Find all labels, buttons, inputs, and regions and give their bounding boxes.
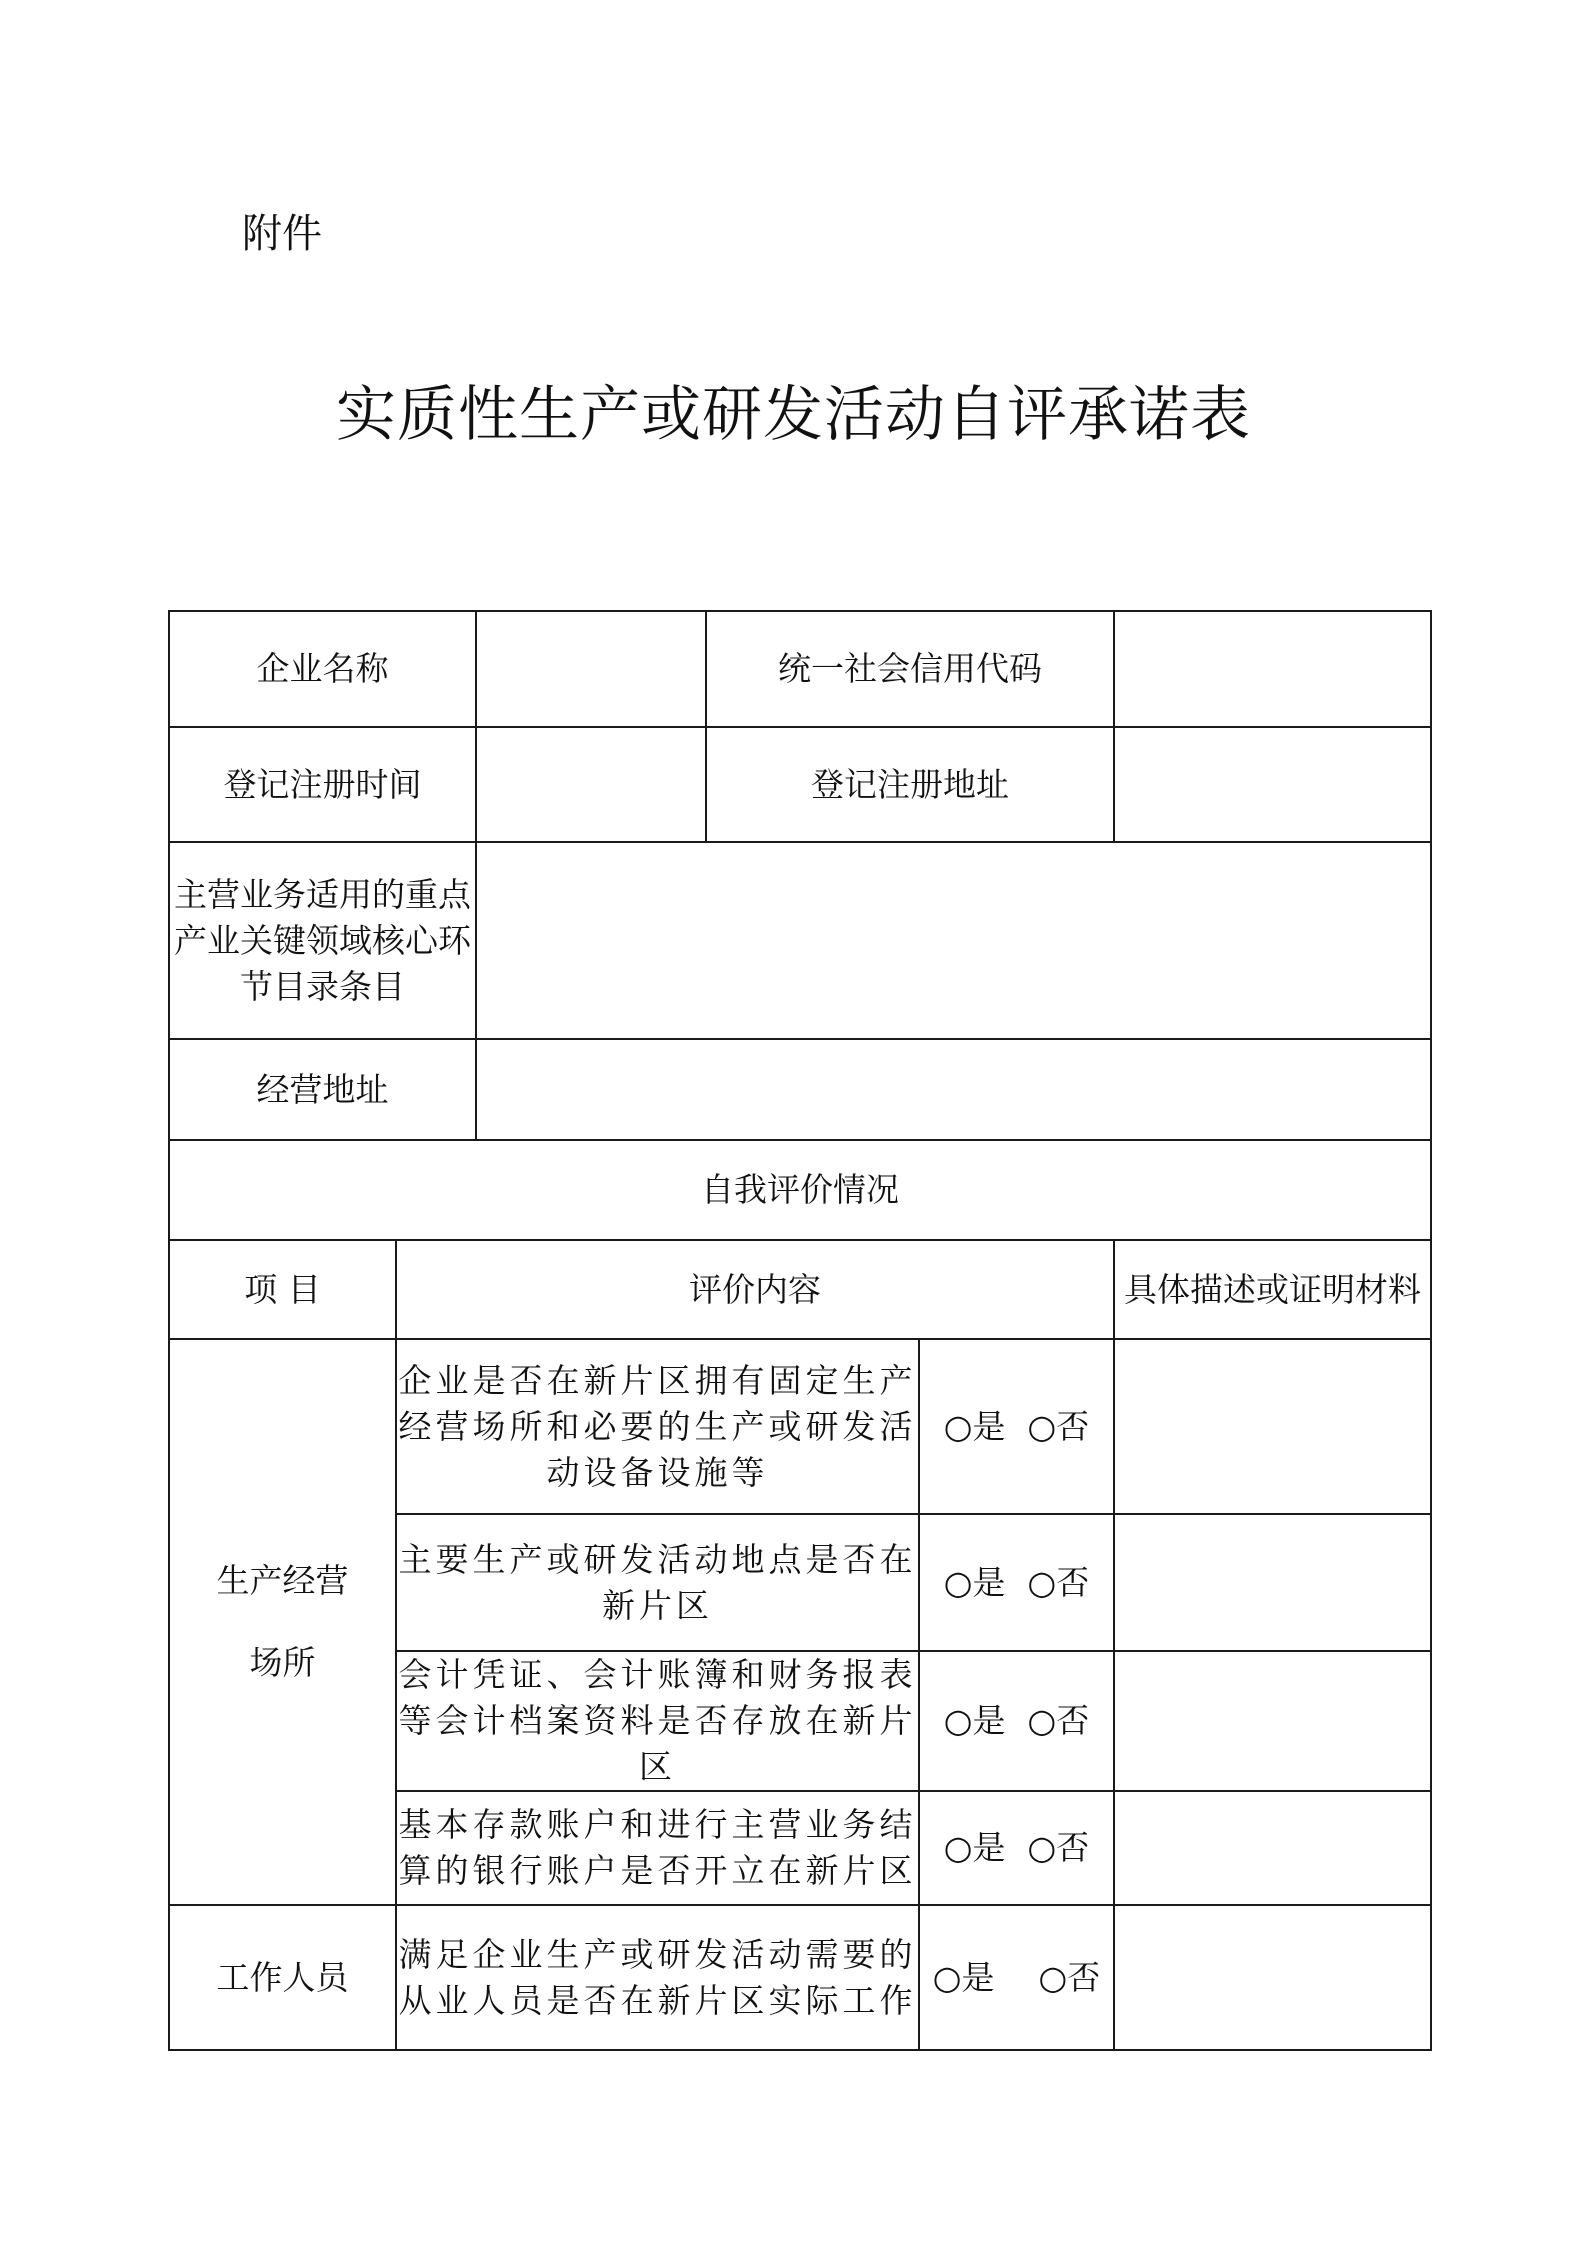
catalog-field[interactable] xyxy=(476,842,1431,1039)
group-name-premises xyxy=(169,1339,396,1905)
yes-no-choice xyxy=(919,1905,1114,2050)
reg-time-field[interactable] xyxy=(476,727,706,842)
form-row-catalog xyxy=(169,842,1431,1039)
yes-no-choice xyxy=(919,1339,1114,1514)
form-row-biz-address xyxy=(169,1039,1431,1140)
evidence-field[interactable] xyxy=(1114,1339,1431,1514)
reg-address-label: 登记注册地址 xyxy=(706,727,1114,842)
evidence-field[interactable] xyxy=(1114,1905,1431,2050)
group-name-line: 生产经营 xyxy=(216,1561,349,1600)
company-name-field[interactable] xyxy=(476,611,706,727)
catalog-label: 主营业务适用的重点产业关键领域核心环节目录条目 xyxy=(169,842,476,1039)
yes-no-choice xyxy=(919,1514,1114,1651)
company-name-label: 企业名称 xyxy=(169,611,476,727)
group-name-line: 场所 xyxy=(249,1643,316,1682)
form-row-registration xyxy=(169,727,1431,842)
yes-no-choice xyxy=(919,1791,1114,1905)
evidence-field[interactable] xyxy=(1114,1651,1431,1791)
group-name-staff: 工作人员 xyxy=(169,1905,396,2050)
no-option[interactable]: ○否 xyxy=(1038,1957,1101,1997)
biz-address-label: 经营地址 xyxy=(169,1039,476,1140)
column-header-row xyxy=(169,1240,1431,1339)
yes-option[interactable]: ○是 xyxy=(943,1562,1006,1602)
no-option[interactable]: ○否 xyxy=(1027,1701,1090,1740)
eval-content: 企业是否在新片区拥有固定生产经营场所和必要的生产或研发活动设备设施等 xyxy=(396,1339,919,1514)
col-header-content: 评价内容 xyxy=(396,1240,1114,1339)
page-title: 实质性生产或研发活动自评承诺表 xyxy=(336,380,1251,450)
eval-content: 会计凭证、会计账簿和财务报表等会计档案资料是否存放在新片区 xyxy=(396,1651,919,1791)
no-option[interactable]: ○否 xyxy=(1027,1562,1090,1602)
credit-code-field[interactable] xyxy=(1114,611,1431,727)
section-title: 自我评价情况 xyxy=(169,1140,1431,1240)
reg-time-label: 登记注册时间 xyxy=(169,727,476,842)
yes-option[interactable]: ○是 xyxy=(943,1828,1006,1867)
yes-no-choice xyxy=(919,1651,1114,1791)
col-header-evidence: 具体描述或证明材料 xyxy=(1114,1240,1431,1339)
no-option[interactable]: ○否 xyxy=(1027,1828,1090,1867)
yes-option[interactable]: ○是 xyxy=(943,1701,1006,1740)
biz-address-field[interactable] xyxy=(476,1039,1431,1140)
yes-option[interactable]: ○是 xyxy=(932,1957,995,1997)
eval-row xyxy=(169,1905,1431,2050)
eval-content: 基本存款账户和进行主营业务结算的银行账户是否开立在新片区 xyxy=(396,1791,919,1905)
self-evaluation-form xyxy=(168,610,1432,2051)
eval-content: 主要生产或研发活动地点是否在新片区 xyxy=(396,1514,919,1651)
eval-row xyxy=(169,1339,1431,1514)
attachment-label: 附件 xyxy=(242,211,322,257)
yes-option[interactable]: ○是 xyxy=(943,1406,1006,1446)
eval-content: 满足企业生产或研发活动需要的从业人员是否在新片区实际工作 xyxy=(396,1905,919,2050)
evidence-field[interactable] xyxy=(1114,1514,1431,1651)
evidence-field[interactable] xyxy=(1114,1791,1431,1905)
reg-address-field[interactable] xyxy=(1114,727,1431,842)
credit-code-label: 统一社会信用代码 xyxy=(706,611,1114,727)
no-option[interactable]: ○否 xyxy=(1027,1406,1090,1446)
form-row-company xyxy=(169,611,1431,727)
col-header-item: 项 目 xyxy=(169,1240,396,1339)
section-header-row xyxy=(169,1140,1431,1240)
